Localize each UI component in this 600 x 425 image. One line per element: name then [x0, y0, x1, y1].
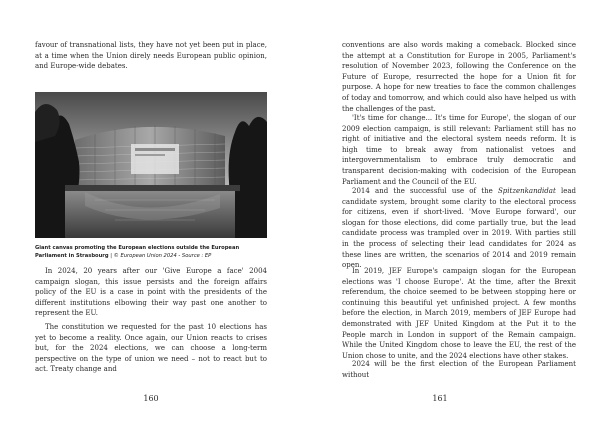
spitzenkandidat-term: Spitzenkandidat	[497, 187, 556, 195]
spitzenkandidat-suffix: lead candidate system, brought some clarity to the electoral process for citizens, even if short-lived. 'Move Europe forward', our slogan for those elections, did come partially true, but the lead candidate process was trampled over in 2019. With parties still in the process of selecting their lead candidates for 2024 as these lines are written, the scenarios of 2014 and 2019 remain open.	[342, 187, 577, 270]
page-number-right: 161	[432, 394, 448, 403]
right-paragraph-2009-slogan: 'It's time for change... It's time for Europe', the slogan of our 2009 election campaign, is still relevant: Parliament still has no right of initiative and the electoral system needs reform. It is high time to break away from nationalist vetoes and intergovernmentalism to embrace truly democratic and transparent decision-making with codecision of the European Parliament and the Council of the EU.	[342, 114, 576, 186]
caption-title: Giant canvas promoting the European elections outside the European Parliament in Strasbourg	[35, 245, 240, 259]
right-paragraph-2024-first-election: 2024 will be the first election of the European Parliament without	[342, 360, 576, 379]
caption-separator: |	[108, 253, 114, 259]
right-paragraph-2019-campaign: In 2019, JEF Europe's campaign slogan for the European elections was 'I choose Europe'. At the time, after the Brexit referendum, the choice seemed to be between stopping here or continuing this beautiful yet unfinished project. A few months before the election, in March 2019, members of JEF Europe had demonstrated with JEF United Kingdom at the Put it to the People march in London in support of the Remain campaign. While the United Kingdom chose to leave the EU, the rest of the Union chose to unite, and the 2024 elections have other stakes.	[342, 267, 576, 360]
spitzenkandidat-prefix: 2014 and the successful use of the	[352, 187, 498, 195]
left-intro-paragraph: favour of transnational lists, they have not yet been put in place, at a time when the Union direly needs European public opinion, and Europe-wide debates.	[35, 41, 267, 71]
parliament-photo-illustration	[35, 92, 267, 238]
right-paragraph-spitzenkandidat	[342, 186, 576, 271]
photo-european-parliament-strasbourg	[35, 92, 267, 238]
photo-caption	[35, 244, 267, 260]
right-paragraph-conventions: conventions are also words making a comeback. Blocked since the attempt at a Constitution for Europe in 2005, Parliament's resolution of November 2023, following the Conference on the Future of Europe, resurrected the hope for a Union fit for purpose. A hope for new treaties to face the common challenges of today and tomorrow, and which could also have helped us with the challenges of the past.	[342, 41, 576, 113]
right-page	[300, 0, 600, 425]
left-paragraph-constitution: The constitution we requested for the past 10 elections has yet to become a reality. Once again, our Union reacts to crises but, for the 2024 elections, we can choose a long-term perspective on the type of union we need – not to react but to act. Treaty change and	[35, 323, 267, 374]
caption-credit: © European Union 2024 - Source : EP	[113, 253, 212, 259]
page-number-left: 160	[143, 394, 159, 403]
left-paragraph-2024-slogan: In 2024, 20 years after our 'Give Europe a face' 2004 campaign slogan, this issue persists and the foreign affairs policy of the EU is a case in point with the presidents of the different institutions elbowing their way past one another to represent the EU.	[35, 267, 267, 318]
